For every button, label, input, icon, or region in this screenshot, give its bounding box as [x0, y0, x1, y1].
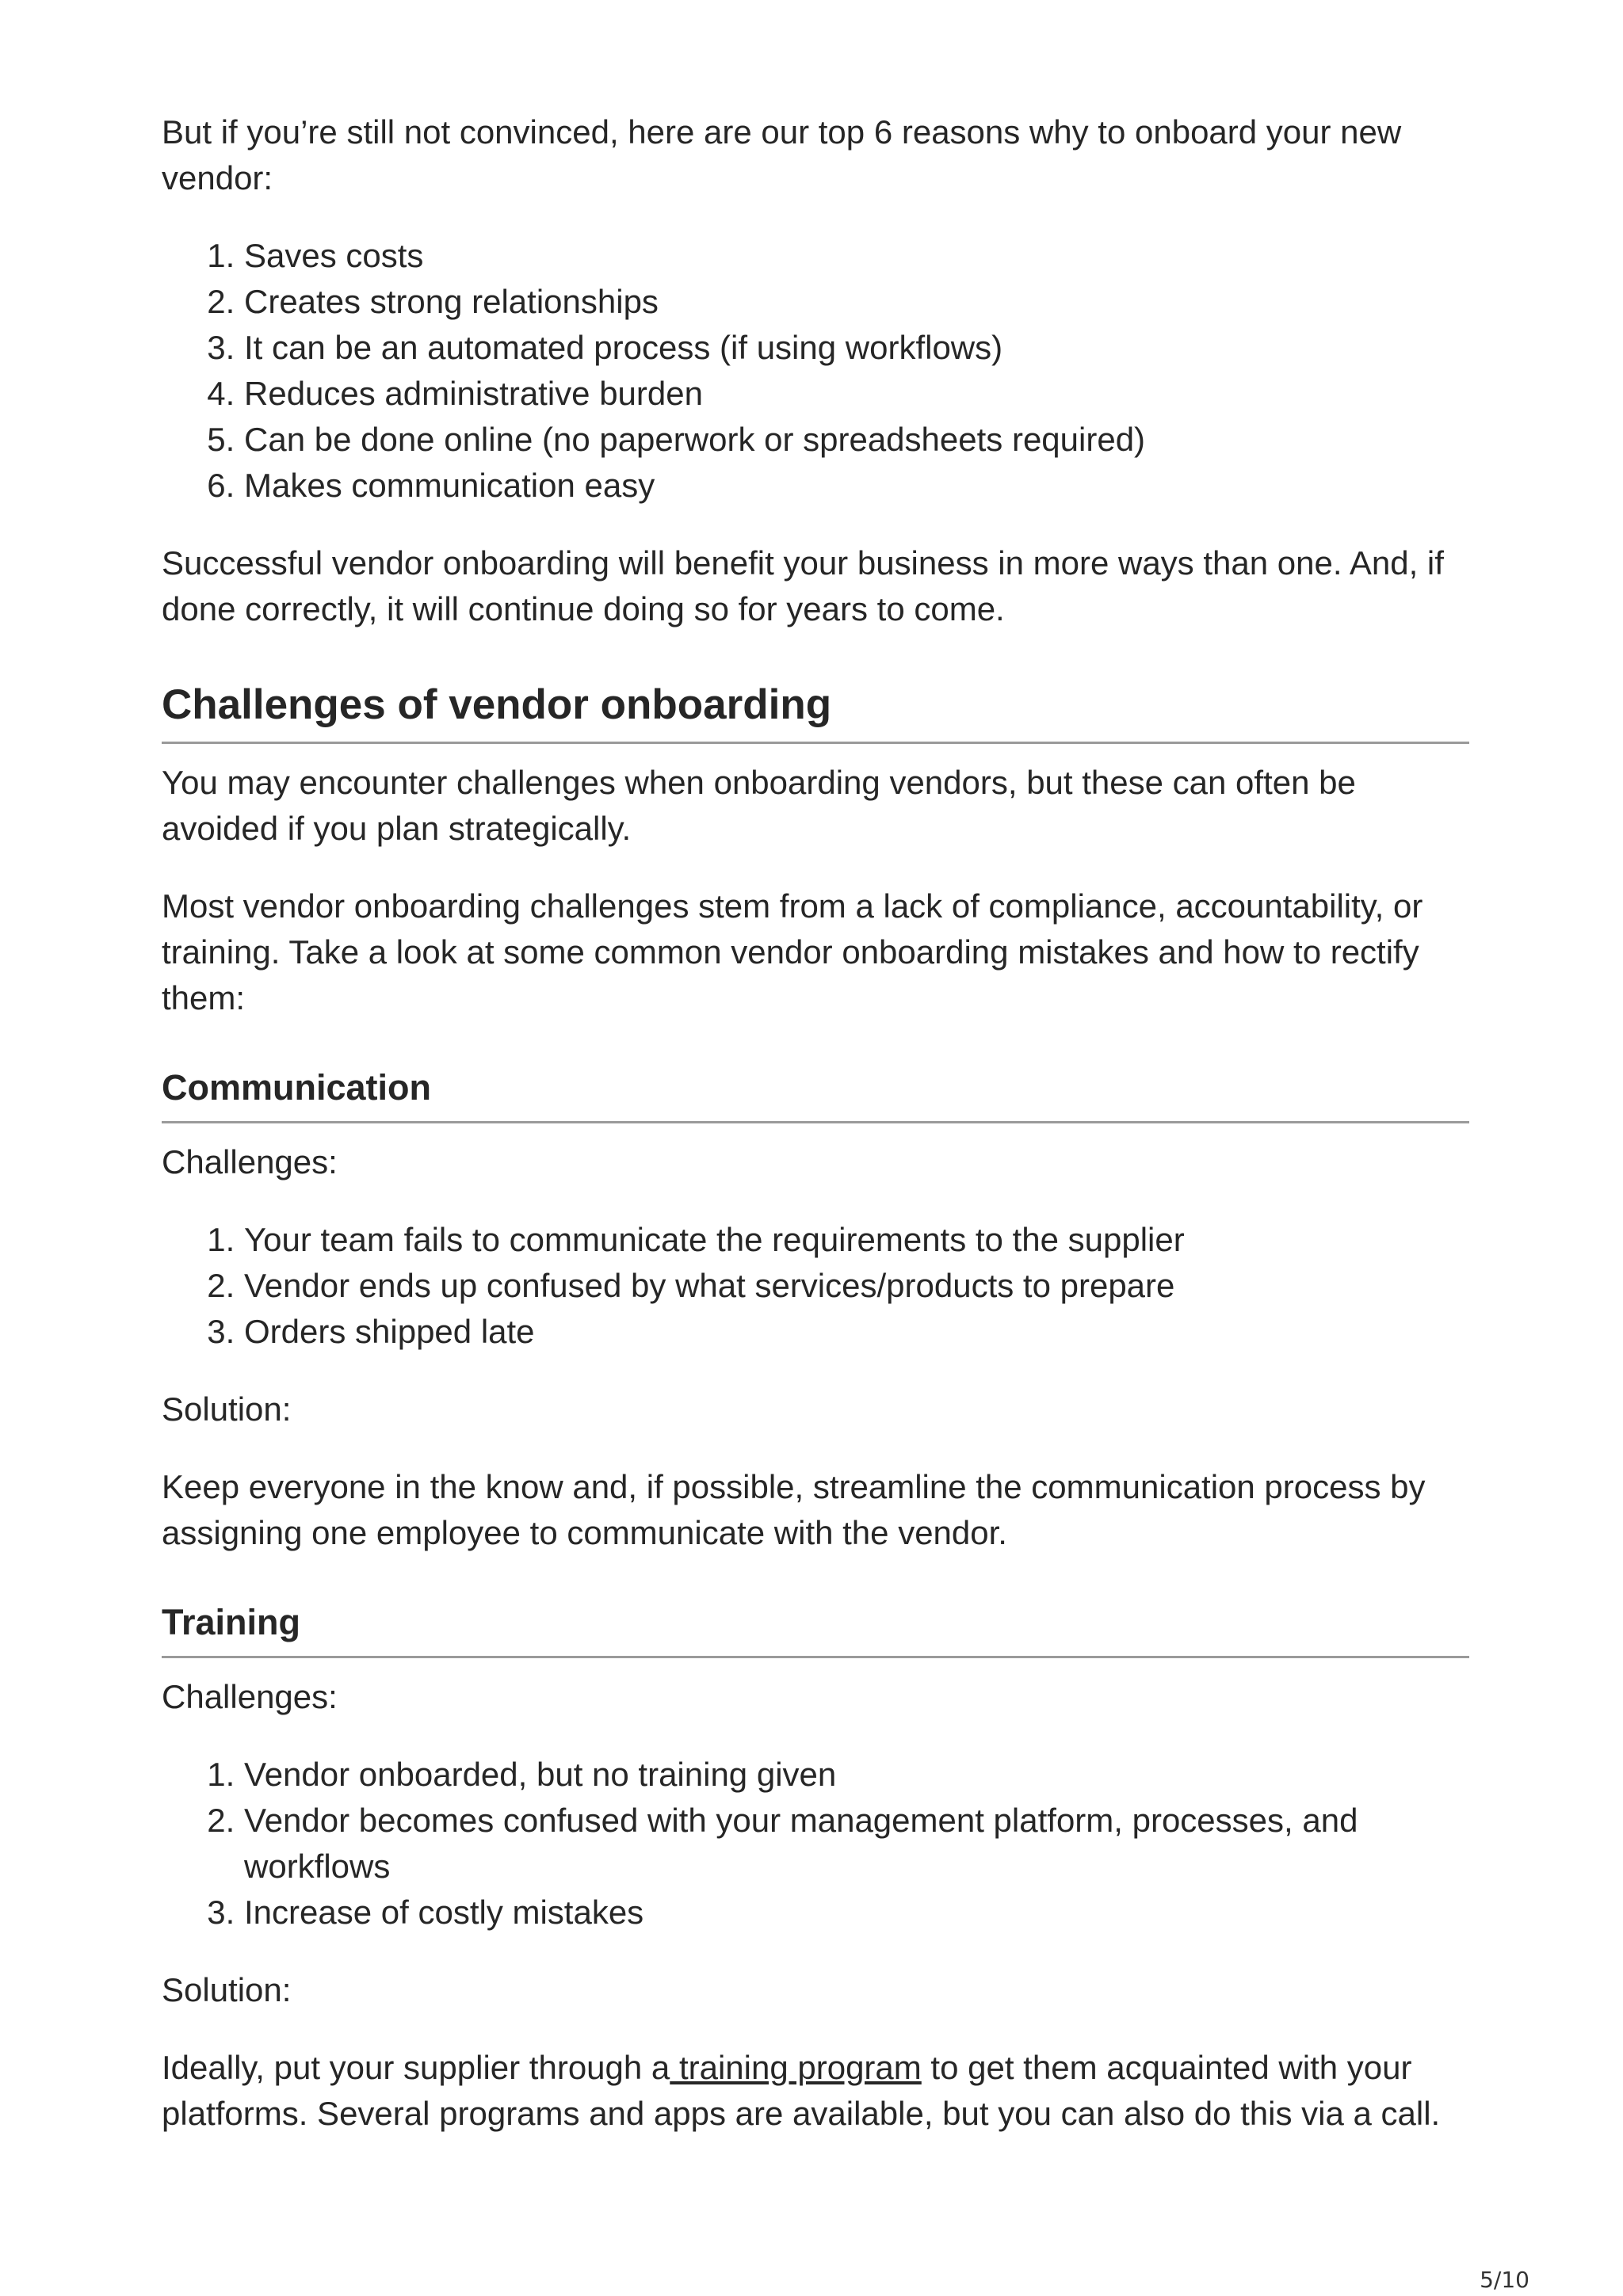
training-challenges-list	[162, 1752, 1469, 1936]
challenges-paragraph-1: You may encounter challenges when onboarding vendors, but these can often be avoided if you plan strategically.	[162, 764, 1356, 847]
list-item: 1. Vendor onboarded, but no training given	[244, 1752, 1469, 1798]
training-program-link[interactable]: training program	[670, 2049, 922, 2086]
list-item: 3. Orders shipped late	[244, 1309, 1469, 1355]
communication-solution-label: Solution:	[162, 1390, 292, 1428]
section-heading-challenges: Challenges of vendor onboarding	[162, 680, 1469, 744]
intro-lead: But if you’re still not convinced, here are our top 6 reasons why to onboard your new vendor:	[162, 113, 1402, 196]
page-number: 5/10	[1480, 2267, 1529, 2293]
training-solution-text-before: Ideally, put your supplier through a	[162, 2049, 670, 2086]
training-solution-text-after: to get them acquainted with your platforms. Several programs and apps are available, but you can also do this via a call.	[162, 2049, 1441, 2132]
communication-solution: Keep everyone in the know and, if possible, streamline the communication process by assigning one employee to communicate with the vendor.	[162, 1468, 1426, 1551]
intro-closing: Successful vendor onboarding will benefit your business in more ways than one. And, if done correctly, it will continue doing so for years to come.	[162, 544, 1444, 627]
list-item: 2. Vendor becomes confused with your management platform, processes, and workflows	[244, 1798, 1469, 1890]
list-item: 6. Makes communication easy	[244, 463, 1469, 509]
list-item: 5. Can be done online (no paperwork or spreadsheets required)	[244, 417, 1469, 463]
list-item: 4. Reduces administrative burden	[244, 371, 1469, 417]
subheading-communication: Communication	[162, 1066, 1469, 1123]
list-item: 2. Creates strong relationships	[244, 279, 1469, 325]
training-solution	[162, 2045, 1469, 2137]
communication-challenges-list	[162, 1217, 1469, 1355]
communication-challenges-label: Challenges:	[162, 1143, 338, 1180]
challenges-paragraph-2: Most vendor onboarding challenges stem from a lack of compliance, accountability, or training. Take a look at some common vendor onboarding mistakes and how to rectify them:	[162, 887, 1423, 1016]
training-challenges-label: Challenges:	[162, 1678, 338, 1715]
subheading-training: Training	[162, 1600, 1469, 1658]
list-item: 1. Saves costs	[244, 233, 1469, 279]
article-body	[162, 109, 1469, 2168]
reasons-list	[162, 233, 1469, 509]
list-item: 3. Increase of costly mistakes	[244, 1890, 1469, 1936]
list-item: 1. Your team fails to communicate the requirements to the supplier	[244, 1217, 1469, 1263]
training-solution-label: Solution:	[162, 1971, 292, 2008]
list-item: 3. It can be an automated process (if using workflows)	[244, 325, 1469, 371]
list-item: 2. Vendor ends up confused by what services/products to prepare	[244, 1263, 1469, 1309]
